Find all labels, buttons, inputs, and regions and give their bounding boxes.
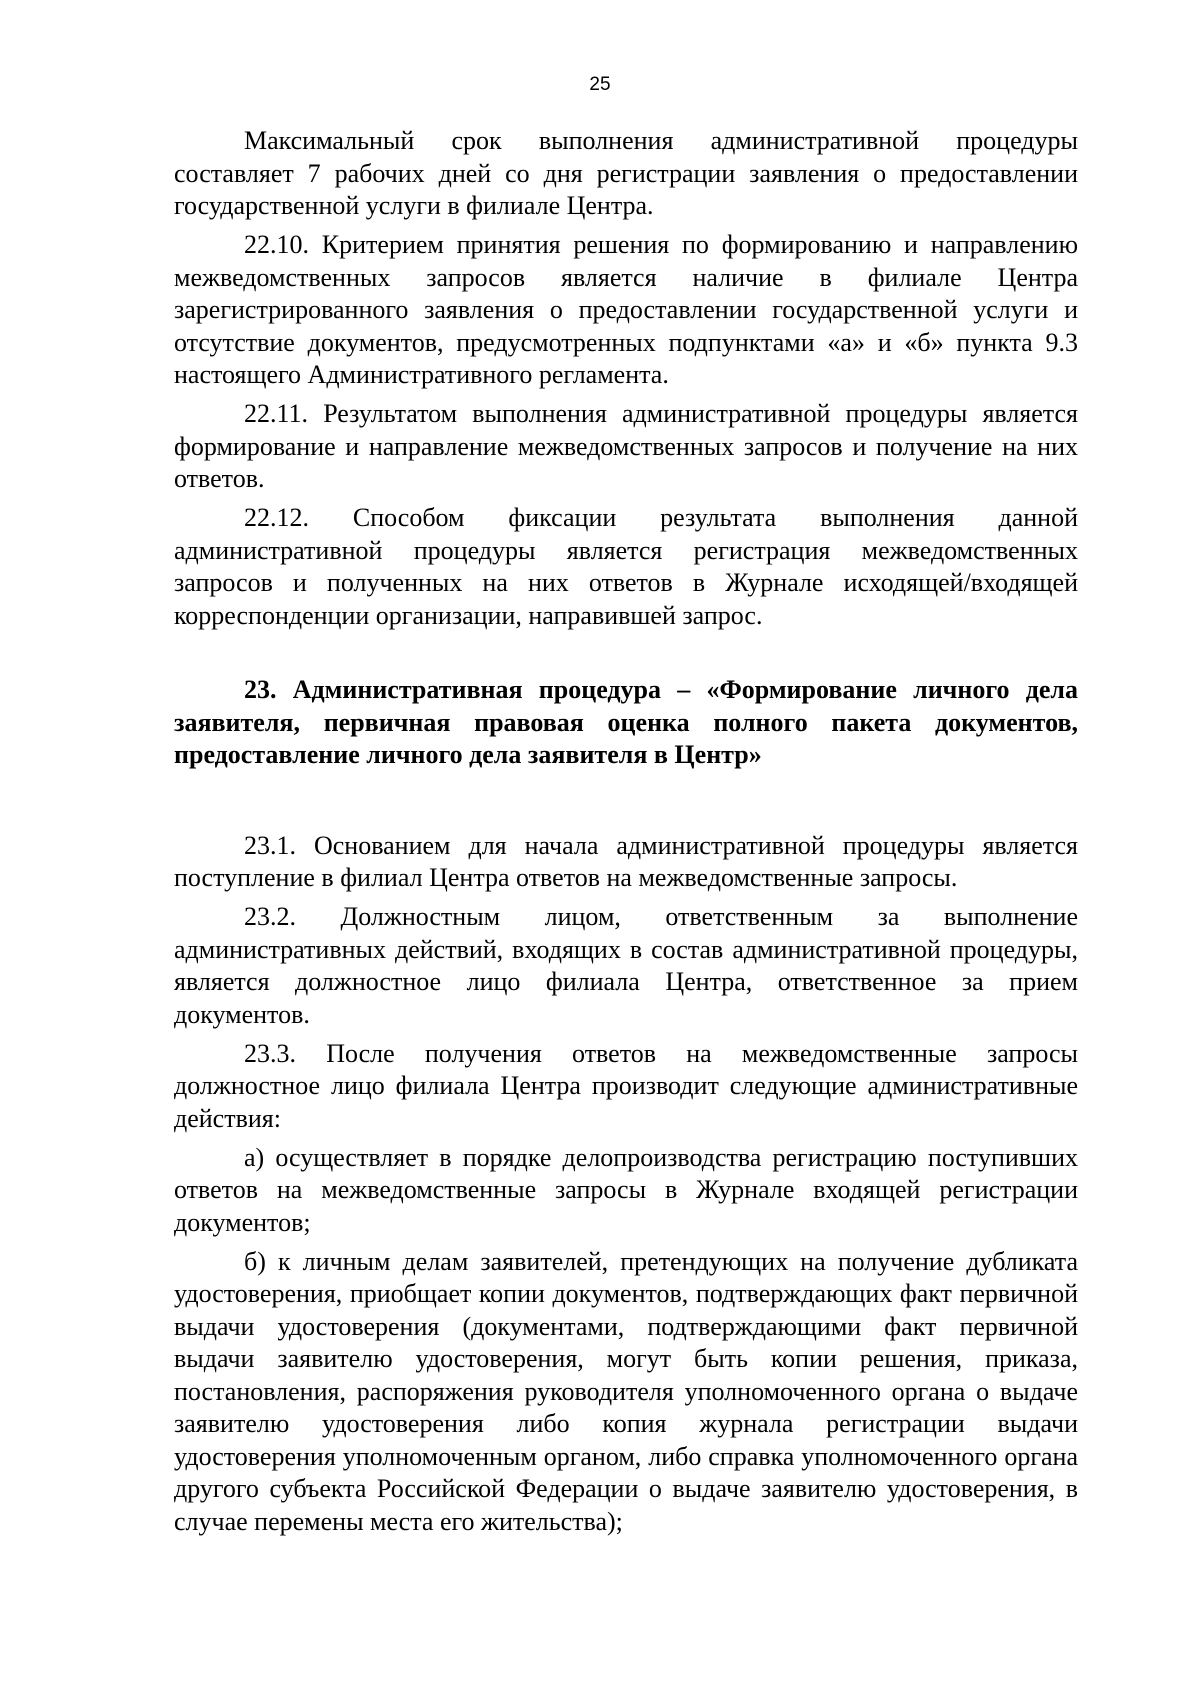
paragraph-item-a: а) осуществляет в порядке делопроизводства регистрацию поступивших ответов на межведомственные запросы в Журнале входящей регистрации документов; xyxy=(174,1142,1078,1237)
document-body xyxy=(174,125,1078,1545)
section-heading-23: 23. Административная процедура – «Формирование личного дела заявителя, первичная правовая оценка полного пакета документов, предоставление личного дела заявителя в Центр» xyxy=(174,675,1078,769)
paragraph-22-10: 22.10. Критерием принятия решения по формированию и направлению межведомственных запросов является наличие в филиале Центра зарегистрированного заявления о предоставлении государственной услуги и отсутствие документов, предусмотренных подпунктами «а» и «б» пункта 9.3 настоящего Административного регламента. xyxy=(174,230,1078,389)
page-number: 25 xyxy=(589,74,611,95)
paragraph-23-1: 23.1. Основанием для начала административной процедуры является поступление в филиал Центра ответов на межведомственные запросы. xyxy=(174,830,1078,892)
paragraph-max-term: Максимальный срок выполнения административной процедуры составляет 7 рабочих дней со дня регистрации заявления о предоставлении государственной услуги в филиале Центра. xyxy=(174,126,1078,220)
paragraph-item-b: б) к личным делам заявителей, претендующих на получение дубликата удостоверения, приобщает копии документов, подтверждающих факт первичной выдачи удостоверения (документами, подтверждающими факт первичной выдачи заявителю удостоверения, могут быть копии решения, приказа, постановления, распоряжения руководителя уполномоченного органа о выдаче заявителю удостоверения либо копия журнала регистрации выдачи удостоверения уполномоченным органом, либо справка уполномоченного органа другого субъекта Российской Федерации о выдаче заявителю удостоверения, в случае перемены места его жительства); xyxy=(174,1246,1078,1536)
paragraph-22-12: 22.12. Способом фиксации результата выполнения данной административной процедуры является регистрация межведомственных запросов и полученных на них ответов в Журнале исходящей/входящей корреспонденции организации, направившей запрос. xyxy=(174,503,1078,630)
paragraph-23-2: 23.2. Должностным лицом, ответственным за выполнение административных действий, входящих в состав административной процедуры, является должностное лицо филиала Центра, ответственное за прием документов. xyxy=(174,902,1078,1029)
paragraph-23-3: 23.3. После получения ответов на межведомственные запросы должностное лицо филиала Центра производит следующие административные действия: xyxy=(174,1038,1078,1133)
paragraph-22-11: 22.11. Результатом выполнения административной процедуры является формирование и направление межведомственных запросов и получение на них ответов. xyxy=(174,399,1078,493)
